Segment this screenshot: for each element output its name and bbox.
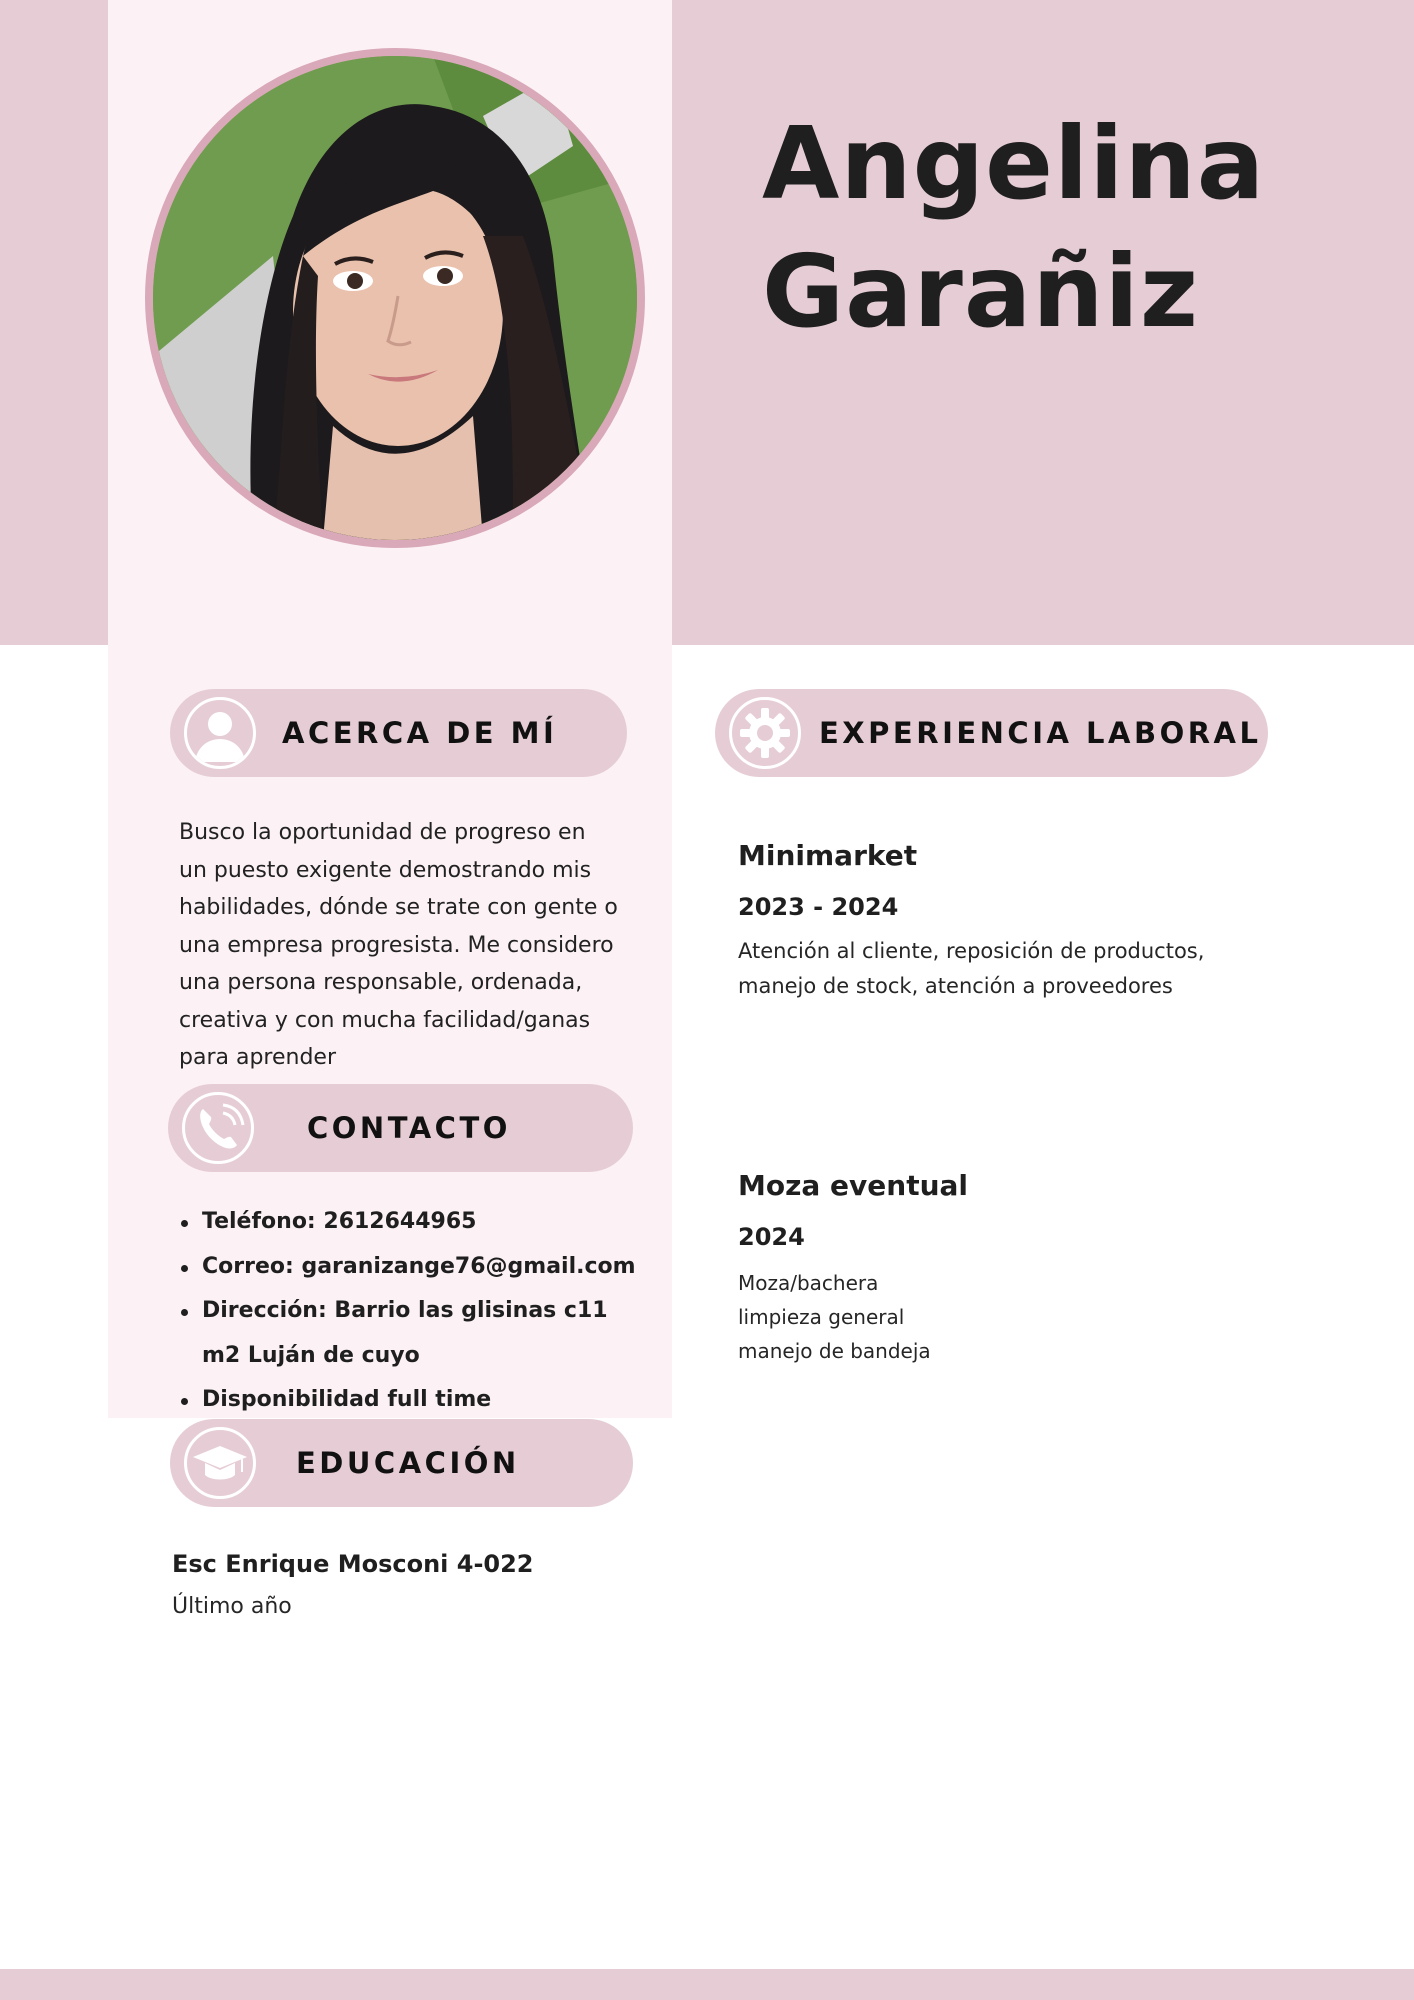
profile-photo [145, 48, 645, 548]
contact-address: Dirección: Barrio las glisinas c11 m2 Luján de cuyo [178, 1289, 638, 1378]
contact-email: Correo: garanizange76@gmail.com [178, 1245, 638, 1290]
education-school: Esc Enrique Mosconi 4-022 [172, 1550, 534, 1578]
job-description [738, 1266, 1258, 1368]
experience-section-header [715, 689, 1268, 777]
user-icon [184, 697, 256, 769]
last-name: Garañiz [762, 233, 1200, 350]
about-title: ACERCA DE MÍ [282, 716, 558, 750]
footer-band [0, 1969, 1414, 2000]
first-name: Angelina [762, 105, 1266, 222]
job-description: Atención al cliente, reposición de productos, manejo de stock, atención a proveedores [738, 939, 1205, 998]
contact-section-header [168, 1084, 633, 1172]
experience-title: EXPERIENCIA LABORAL [819, 716, 1262, 750]
phone-icon [182, 1092, 254, 1164]
contact-availability: Disponibilidad full time [178, 1378, 638, 1423]
education-level: Último año [172, 1594, 292, 1619]
about-section-header [170, 689, 627, 777]
about-text: Busco la oportunidad de progreso en un puesto exigente demostrando mis habilidades, dónde se trate con gente o una empresa progresista. Me considero una persona responsable, ordenada, creativa y con mucha facilidad/ganas para aprender [179, 820, 618, 1070]
job-years: 2024 [738, 1223, 805, 1251]
job-years: 2023 - 2024 [738, 893, 899, 921]
job-duty: limpieza general [738, 1305, 905, 1329]
job-title: Moza eventual [738, 1169, 969, 1202]
graduation-cap-icon [184, 1427, 256, 1499]
profile-photo-illustration [153, 56, 637, 540]
education-title: EDUCACIÓN [296, 1446, 520, 1480]
job-title: Minimarket [738, 839, 918, 872]
candidate-name [762, 100, 1382, 356]
contact-phone: Teléfono: 2612644965 [178, 1200, 638, 1245]
job-duty: manejo de bandeja [738, 1339, 931, 1363]
job-entry [738, 1166, 1258, 1368]
job-entry [738, 836, 1258, 1004]
contact-title: CONTACTO [307, 1111, 511, 1145]
job-duty: Moza/bachera [738, 1271, 879, 1295]
gear-icon [729, 697, 801, 769]
education-section-header [170, 1419, 633, 1507]
education-entry [172, 1545, 632, 1625]
contact-list [178, 1200, 638, 1423]
